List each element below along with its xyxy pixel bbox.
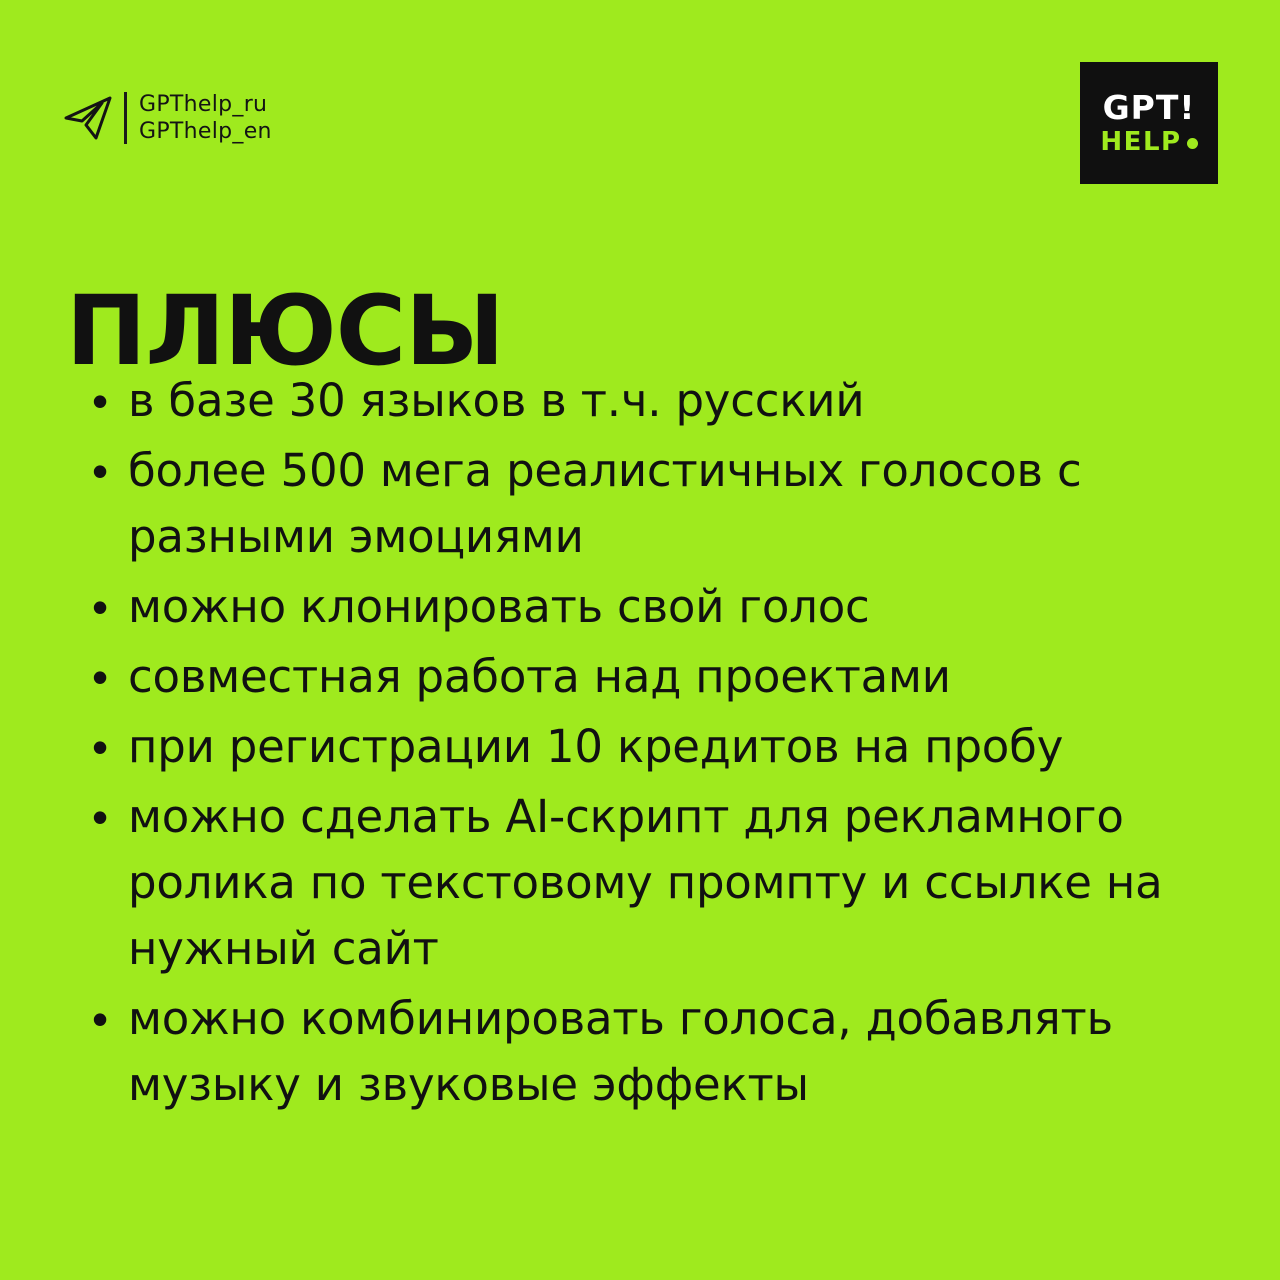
logo-text-gpt: GPT! [1102,87,1196,127]
list-item-text: при регистрации 10 кредитов на пробу [128,720,1064,773]
logo-dot-icon [1187,138,1198,149]
logo-help-label: HELP [1100,126,1182,157]
gpthelp-logo [1080,62,1218,184]
list-item-text: в базе 30 языков в т.ч. русский [128,374,865,427]
telegram-handles-block[interactable] [62,92,272,144]
list-item [84,644,1224,710]
list-item-text: можно клонировать свой голос [128,580,870,633]
advantages-list [84,368,1224,1122]
list-item [84,986,1224,1118]
bullet-icon: • [92,375,109,427]
page-header [0,0,1280,200]
list-item [84,784,1224,982]
bullet-icon: • [92,791,109,843]
bullet-icon: • [92,445,109,497]
telegram-handle-ru: GPThelp_ru [139,92,268,117]
logo-text-help [1100,126,1197,157]
telegram-handle-en: GPThelp_en [139,119,272,144]
list-item [84,714,1224,780]
telegram-handle-list [124,92,272,144]
bullet-icon: • [92,651,109,703]
list-item-text: более 500 мега реалистичных голосов с разными эмоциями [128,444,1082,563]
telegram-paper-plane-icon [62,92,114,144]
bullet-icon: • [92,581,109,633]
list-item [84,574,1224,640]
list-item-text: совместная работа над проектами [128,650,951,703]
bullet-icon: • [92,993,109,1045]
list-item [84,438,1224,570]
list-item-text: можно сделать AI-скрипт для рекламного ролика по текстовому промпту и ссылке на нужный сайт [128,790,1163,975]
bullet-icon: • [92,721,109,773]
list-item [84,368,1224,434]
page-title: ПЛЮСЫ [66,275,504,388]
list-item-text: можно комбинировать голоса, добавлять музыку и звуковые эффекты [128,992,1113,1111]
